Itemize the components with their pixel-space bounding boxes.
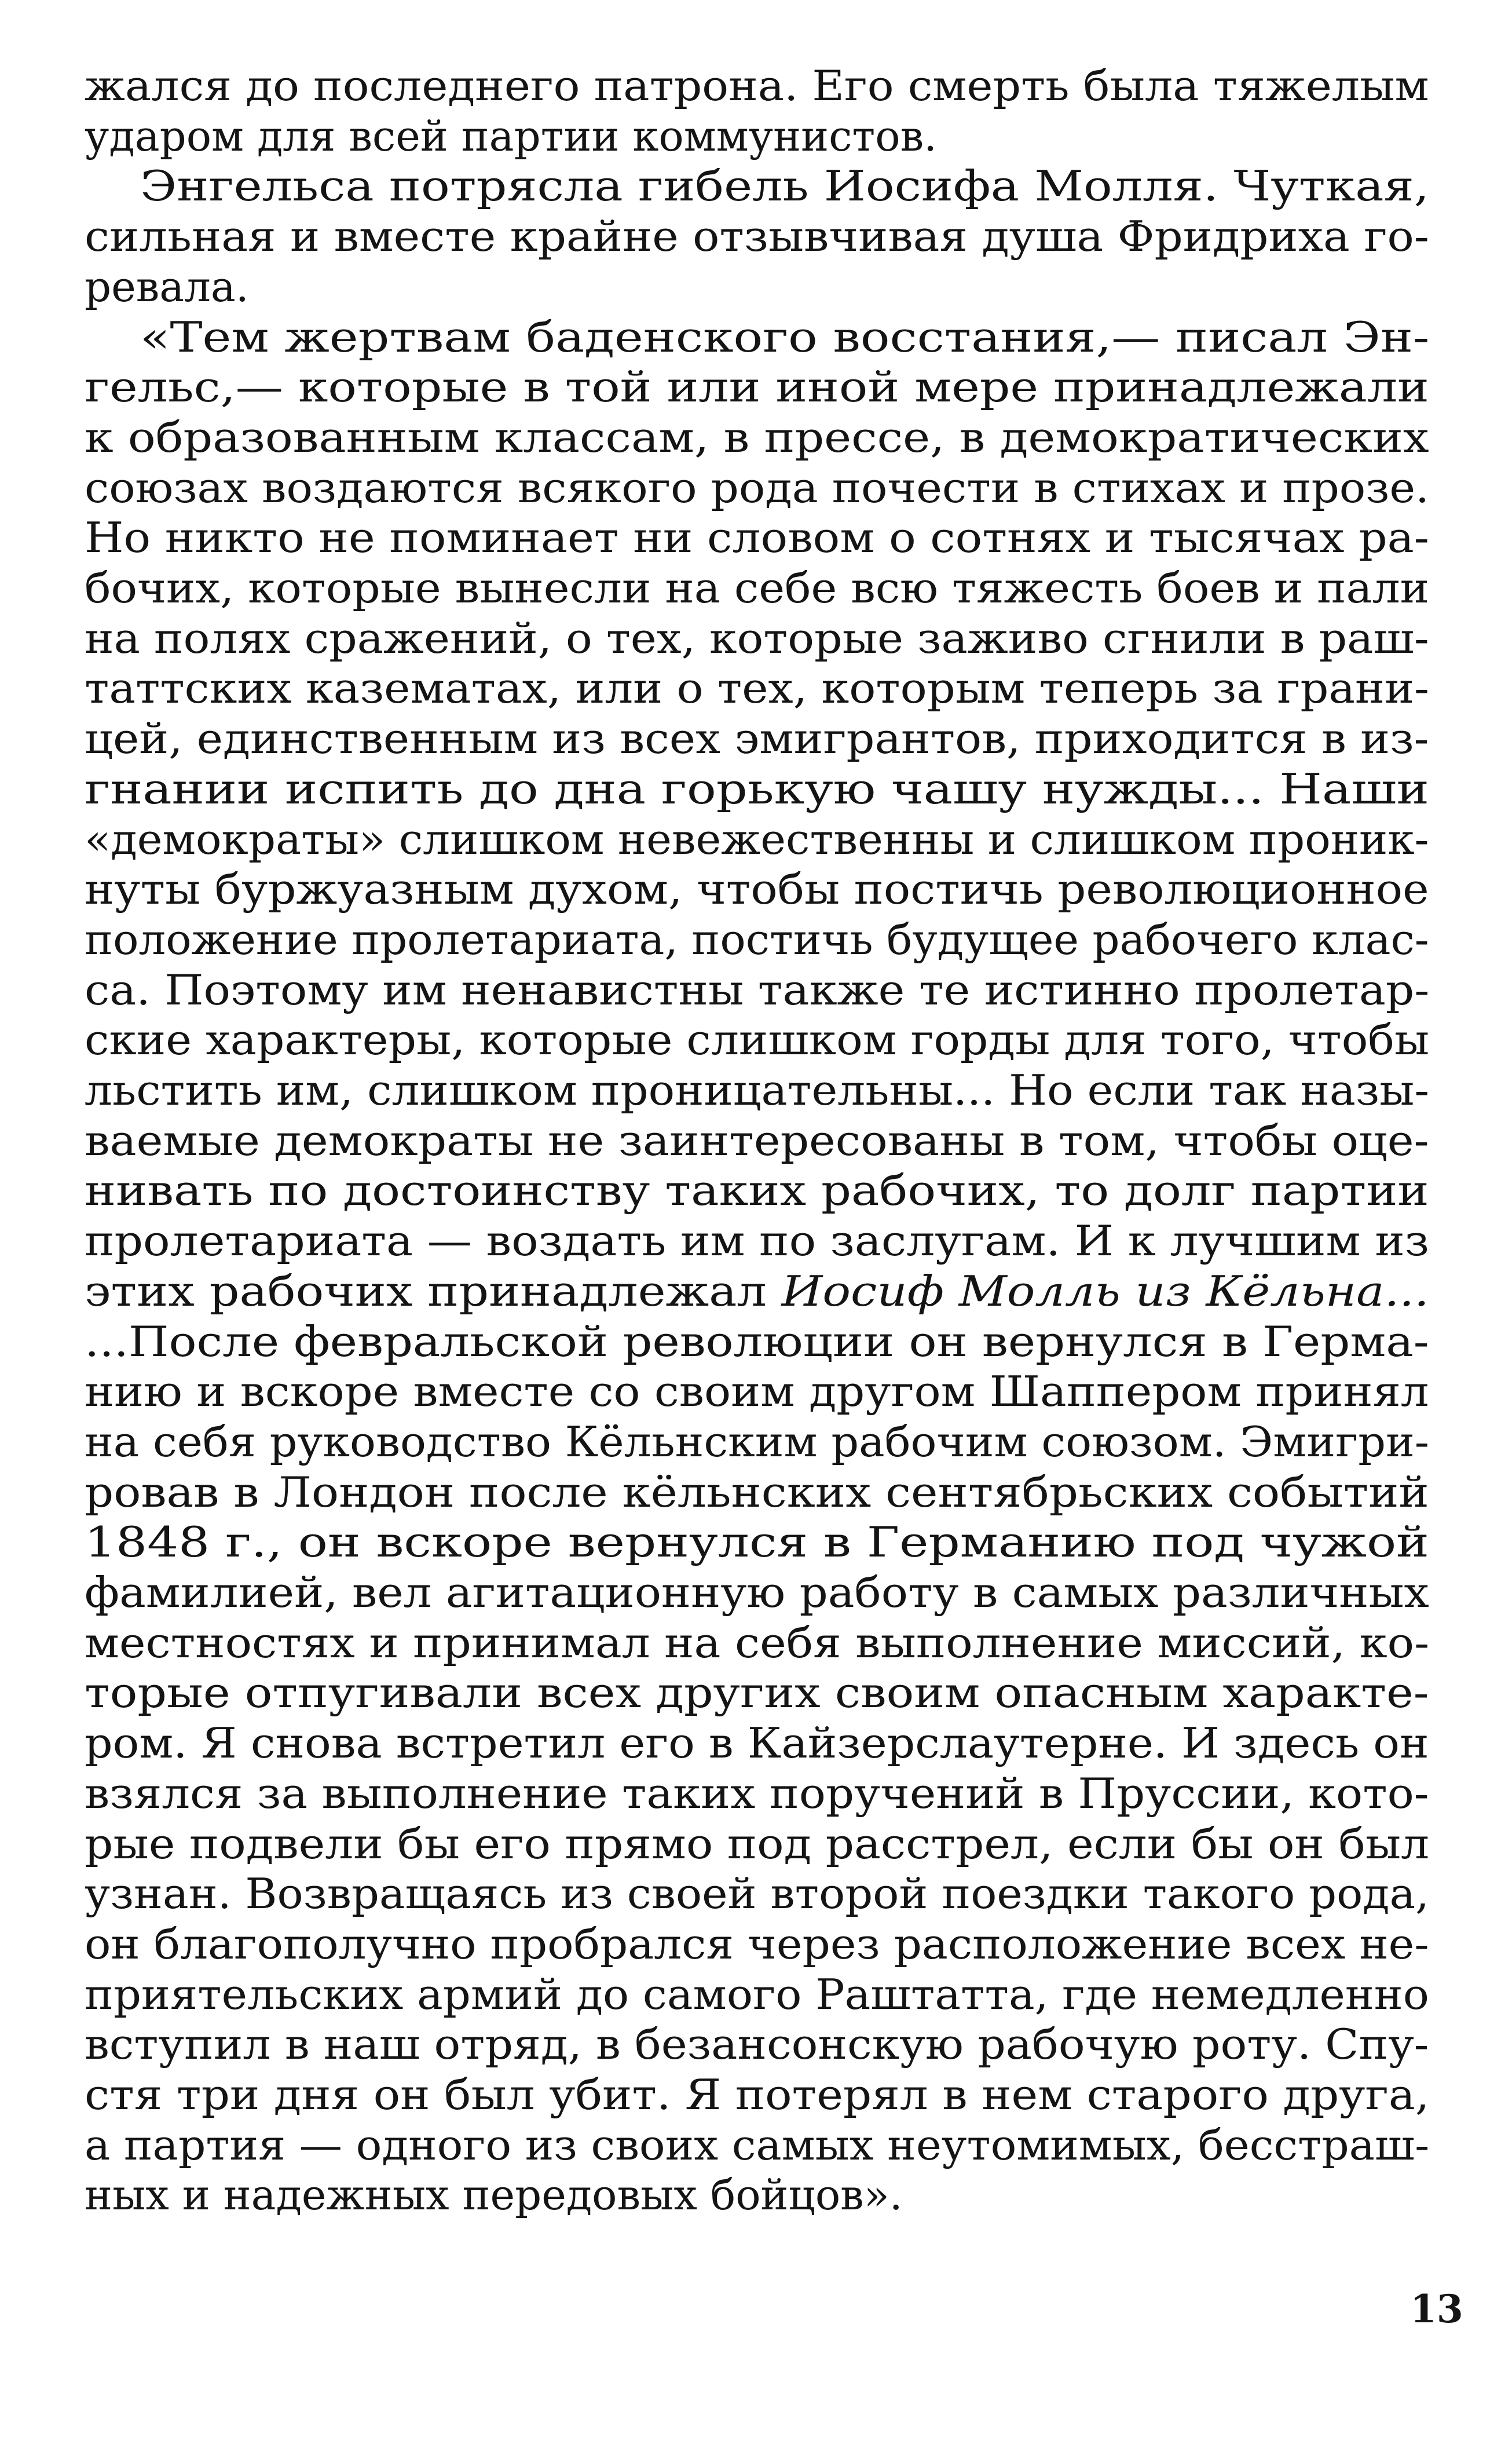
text-line: ревала. <box>85 262 249 311</box>
text-line: ...После февральской революции он вернулся в Герма- <box>85 1317 1429 1366</box>
text-line: приятельских армий до самого Раштатта, где немедленно <box>85 1970 1429 2019</box>
text-line: ударом для всей партии коммунистов. <box>85 111 937 160</box>
text-line: ваемые демократы не заинтересованы в том, чтобы оце- <box>85 1116 1429 1165</box>
text-line-roman: этих рабочих принадлежал <box>85 1266 767 1316</box>
text-line: льстить им, слишком проницательны... Но если так назы- <box>85 1066 1429 1115</box>
text-line: положение пролетариата, постичь будущее рабочего клас- <box>85 915 1429 964</box>
text-line: Но никто не поминает ни словом о сотнях и тысячах ра- <box>85 513 1429 562</box>
text-line: нивать по достоинству таких рабочих, то долг партии <box>85 1166 1429 1215</box>
text-line: са. Поэтому им ненавистны также те истинно пролетар- <box>85 965 1430 1014</box>
text-line: нию и вскоре вместе со своим другом Шаппером принял <box>85 1367 1429 1416</box>
text-line: «Тем жертвам баденского восстания,— писал Эн- <box>140 312 1430 361</box>
text-line: гельс,— которые в той или иной мере принадлежали <box>85 363 1429 412</box>
text-line: ром. Я снова встретил его в Кайзерслаутерне. И здесь он <box>85 1719 1429 1768</box>
text-line: таттских казематах, или о тех, которым теперь за грани- <box>85 664 1429 713</box>
text-line <box>85 1265 1429 1317</box>
text-line: «демократы» слишком невежественны и слишком проник- <box>85 814 1429 864</box>
text-line: местностях и принимал на себя выполнение миссий, ко- <box>85 1618 1430 1667</box>
text-line: бочих, которые вынесли на себе всю тяжесть боев и пали <box>85 564 1430 612</box>
text-line: торые отпугивали всех других своим опасным характе- <box>85 1668 1429 1718</box>
text-line: нуты буржуазным духом, чтобы постичь революционное <box>85 865 1429 914</box>
page-number: 13 <box>1410 2286 1463 2332</box>
text-line: к образованным классам, в прессе, в демократических <box>85 412 1429 462</box>
text-line: ровав в Лондон после кёльнских сентябрьских событий <box>85 1467 1429 1517</box>
text-line: фамилией, вел агитационную работу в самых различных <box>85 1568 1429 1617</box>
text-line: цей, единственным из всех эмигрантов, приходится в из- <box>85 714 1429 763</box>
italic-name: Иосиф Молль из Кёльна... <box>781 1266 1429 1316</box>
text-line: на себя руководство Кёльнским рабочим союзом. Эмигри- <box>85 1417 1429 1466</box>
text-line: ские характеры, которые слишком горды для того, чтобы <box>85 1015 1430 1065</box>
text-line: узнан. Возвращаясь из своей второй поездки такого рода, <box>85 1869 1430 1919</box>
text-line: рые подвели бы его прямо под расстрел, если бы он был <box>85 1819 1430 1868</box>
text-line: жался до последнего патрона. Его смерть была тяжелым <box>85 61 1429 110</box>
text-line: ных и надежных передовых бойцов». <box>85 2171 903 2220</box>
text-line: он благополучно пробрался через расположение всех не- <box>85 1919 1429 1968</box>
text-line: 1848 г., он вскоре вернулся в Германию под чужой <box>85 1518 1429 1567</box>
text-line: сильная и вместе крайне отзывчивая душа Фридриха го- <box>85 212 1429 261</box>
text-line: пролетариата — воздать им по заслугам. И к лучшим из <box>85 1216 1429 1266</box>
text-line: на полях сражений, о тех, которые заживо сгнили в раш- <box>85 613 1429 663</box>
text-line: стя три дня он был убит. Я потерял в нем старого друга, <box>85 2070 1430 2119</box>
text-line: а партия — одного из своих самых неутомимых, бесстраш- <box>85 2120 1430 2169</box>
text-line: союзах воздаются всякого рода почести в стихах и прозе. <box>85 463 1430 512</box>
text-line: взялся за выполнение таких поручений в Пруссии, кото- <box>85 1769 1429 1818</box>
text-line: Энгельса потрясла гибель Иосифа Молля. Чуткая, <box>140 162 1429 211</box>
text-line: вступил в наш отряд, в безансонскую рабочую роту. Спу- <box>85 2020 1429 2069</box>
text-line: гнании испить до дна горькую чашу нужды... Наши <box>85 764 1429 813</box>
